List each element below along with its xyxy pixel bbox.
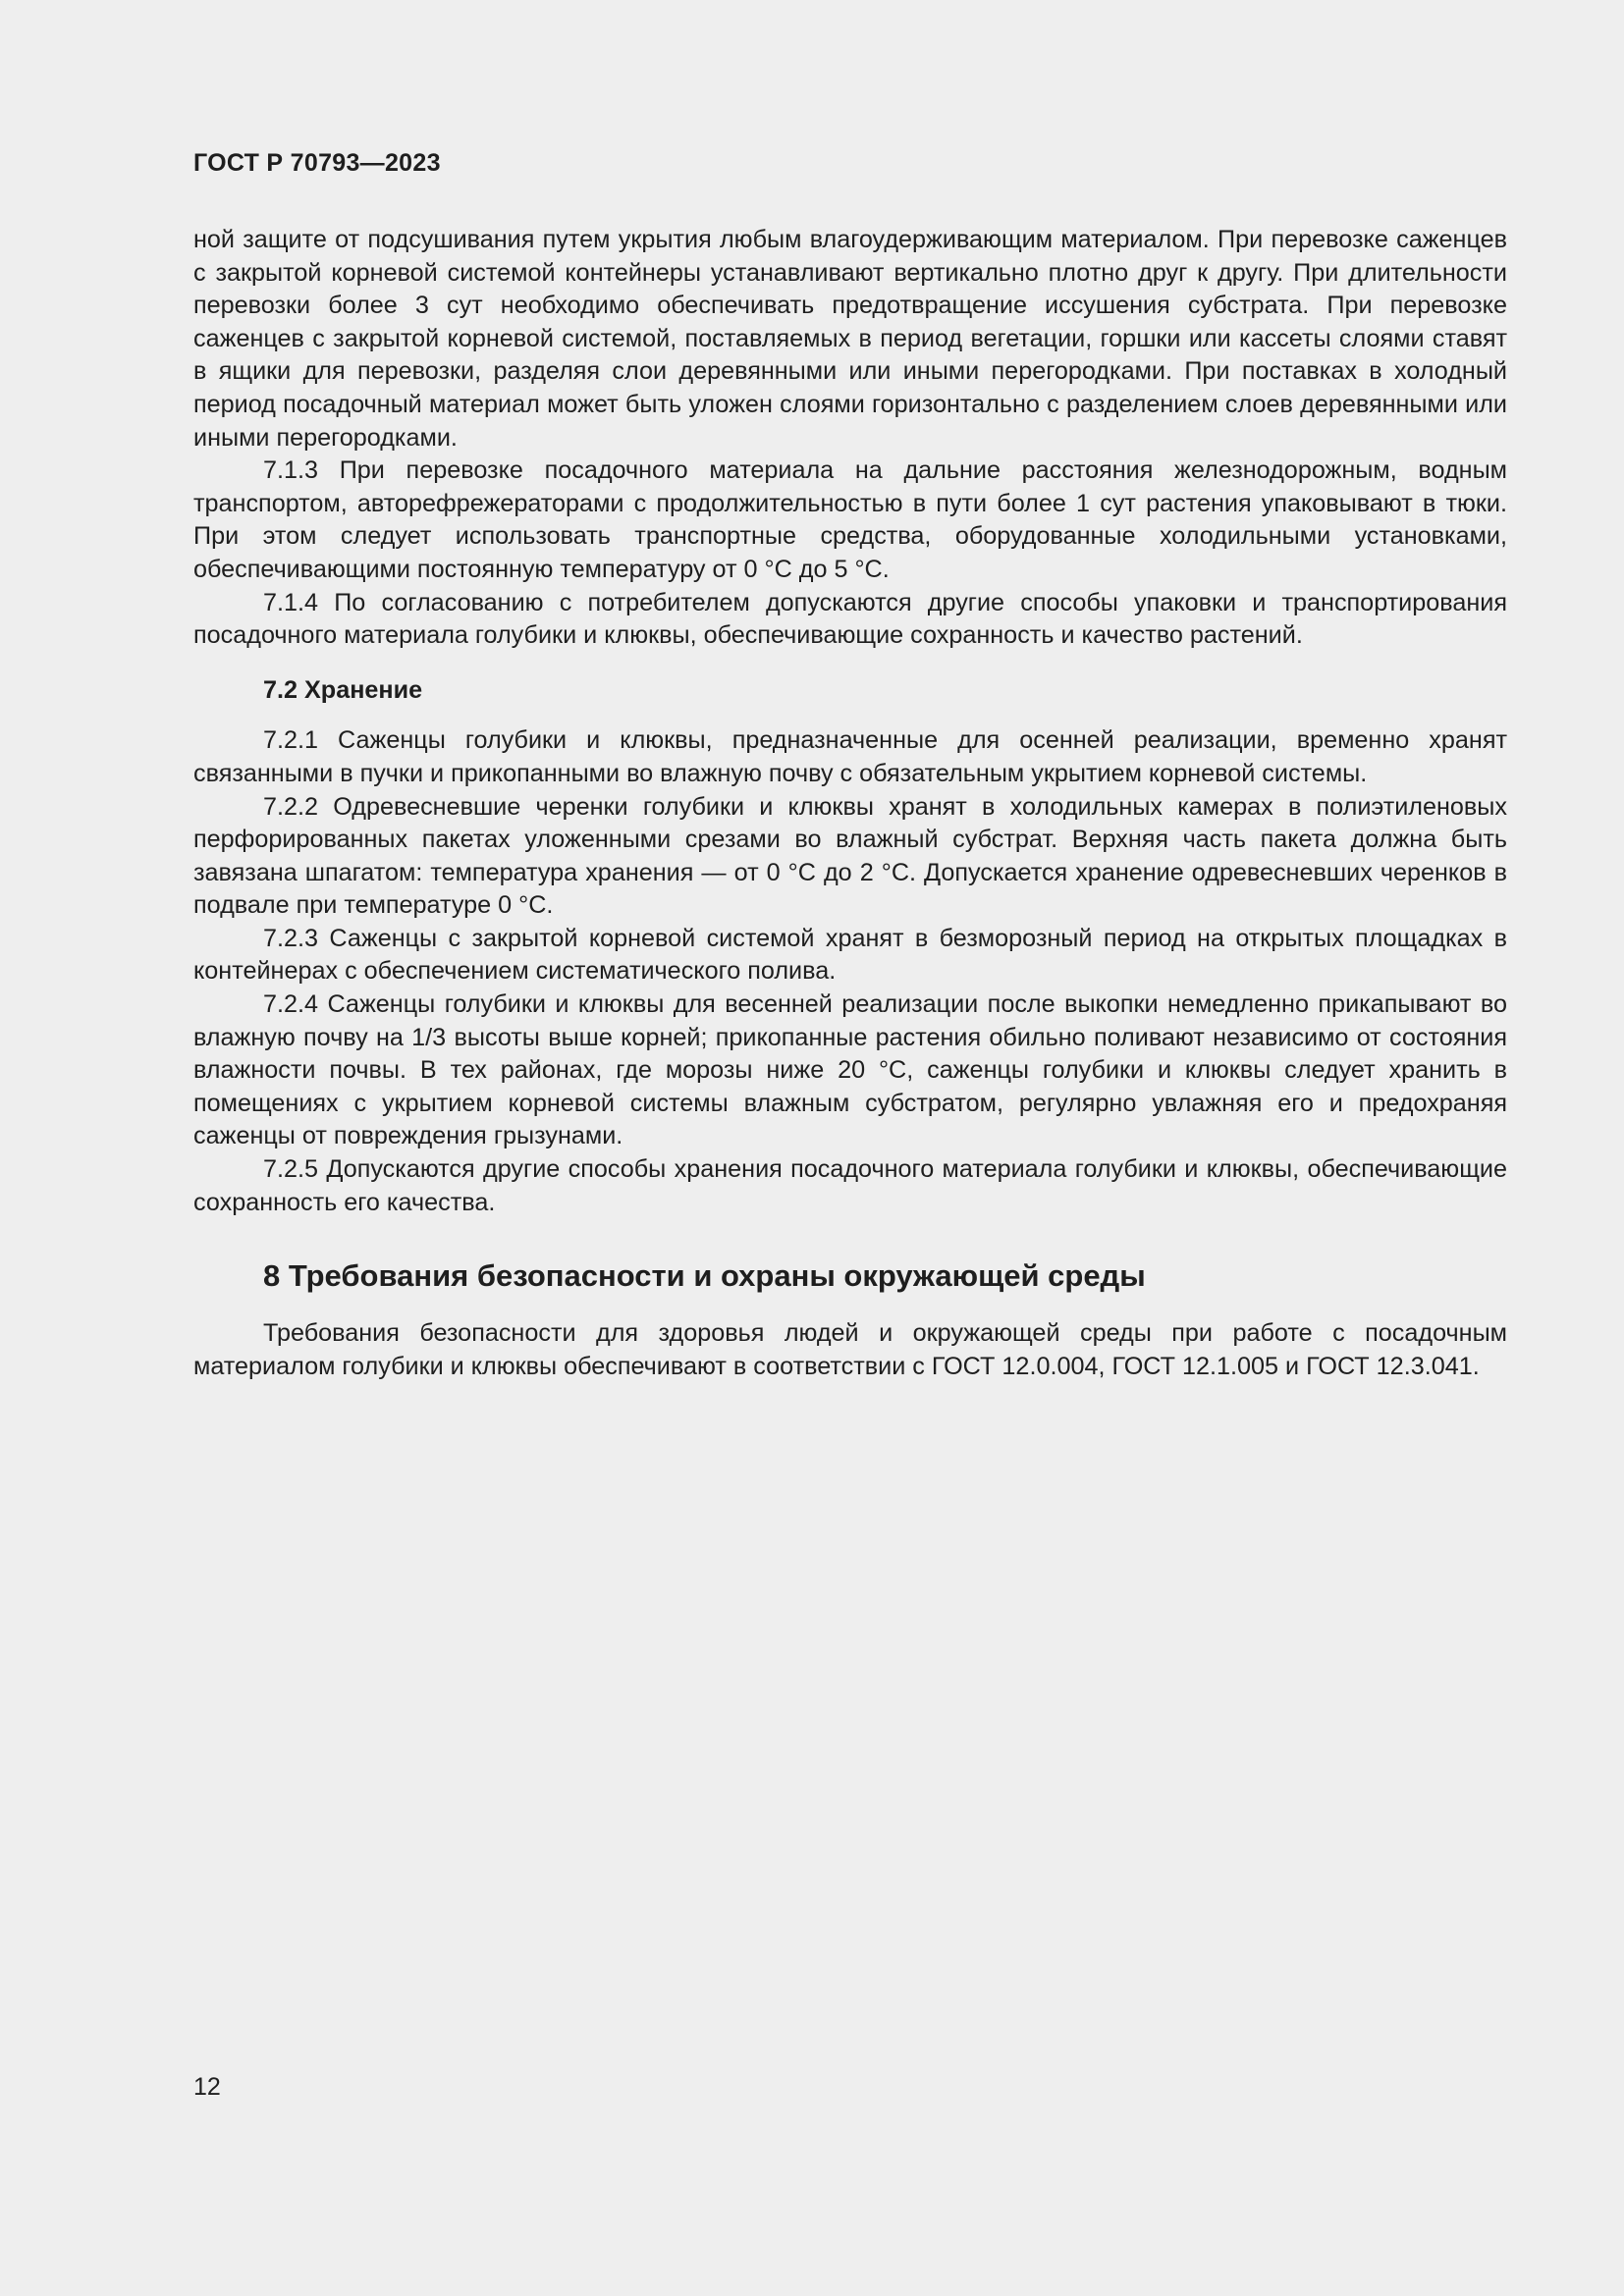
subsection-heading-7-2: 7.2 Хранение [263,675,423,704]
paragraph-7-2-3: 7.2.3 Саженцы с закрытой корневой системой хранят в безморозный период на открытых площадках в контейнерах с обеспечением систематического полива. [193,924,1507,986]
paragraph-7-1-3: 7.1.3 При перевозке посадочного материала на дальние расстояния железнодорожным, водным транспортом, авторефрежераторами с продолжительностью в пути более 1 сут растения упаковывают в тюки. При этом следует использовать транспортные средства, оборудованные холодильными установками, обеспечивающими постоянную температуру от 0 °С до 5 °С. [193,456,1507,583]
paragraph-8: Требования безопасности для здоровья людей и окружающей среды при работе с посадочным материалом голубики и клюквы обеспечивают в соответствии с ГОСТ 12.0.004, ГОСТ 12.1.005 и ГОСТ 12.3.041. [193,1319,1507,1380]
page-number: 12 [193,2073,221,2101]
paragraph-7-2-5: 7.2.5 Допускаются другие способы хранения посадочного материала голубики и клюквы, обеспечивающие сохранность его качества. [193,1155,1507,1216]
document-body [193,224,1507,1383]
paragraph-7-2-2: 7.2.2 Одревесневшие черенки голубики и клюквы хранят в холодильных камерах в полиэтиленовых перфорированных пакетах уложенными срезами во влажный субстрат. Верхняя часть пакета должна быть завязана шпагатом: температура хранения — от 0 °С до 2 °С. Допускается хранение одревесневших черенков в подвале при температуре 0 °С. [193,792,1507,920]
section-heading-8: 8 Требования безопасности и охраны окружающей среды [263,1258,1146,1294]
document-header: ГОСТ Р 70793—2023 [193,149,441,177]
paragraph-7-1-4: 7.1.4 По согласованию с потребителем допускаются другие способы упаковки и транспортирования посадочного материала голубики и клюквы, обеспечивающие сохранность и качество растений. [193,588,1507,650]
paragraph-continuation: ной защите от подсушивания путем укрытия любым влагоудерживающим материалом. При перевозке саженцев с закрытой корневой системой контейнеры устанавливают вертикально плотно друг к другу. При длительности перевозки более 3 сут необходимо обеспечивать предотвращение иссушения субстрата. При перевозке саженцев с закрытой корневой системой, поставляемых в период вегетации, горшки или кассеты слоями ставят в ящики для перевозки, разделяя слои деревянными или иными перегородками. При поставках в холодный период посадочный материал может быть уложен слоями горизонтально с разделением слоев деревянными или иными перегородками. [193,226,1507,452]
paragraph-7-2-4: 7.2.4 Саженцы голубики и клюквы для весенней реализации после выкопки немедленно прикапывают во влажную почву на 1/3 высоты выше корней; прикопанные растения обильно поливают независимо от состояния влажности почвы. В тех районах, где морозы ниже 20 °С, саженцы голубики и клюквы следует хранить в помещениях с укрытием корневой системы влажным субстратом, регулярно увлажняя его и предохраняя саженцы от повреждения грызунами. [193,990,1507,1150]
paragraph-7-2-1: 7.2.1 Саженцы голубики и клюквы, предназначенные для осенней реализации, временно хранят связанными в пучки и прикопанными во влажную почву с обязательным укрытием корневой системы. [193,726,1507,787]
